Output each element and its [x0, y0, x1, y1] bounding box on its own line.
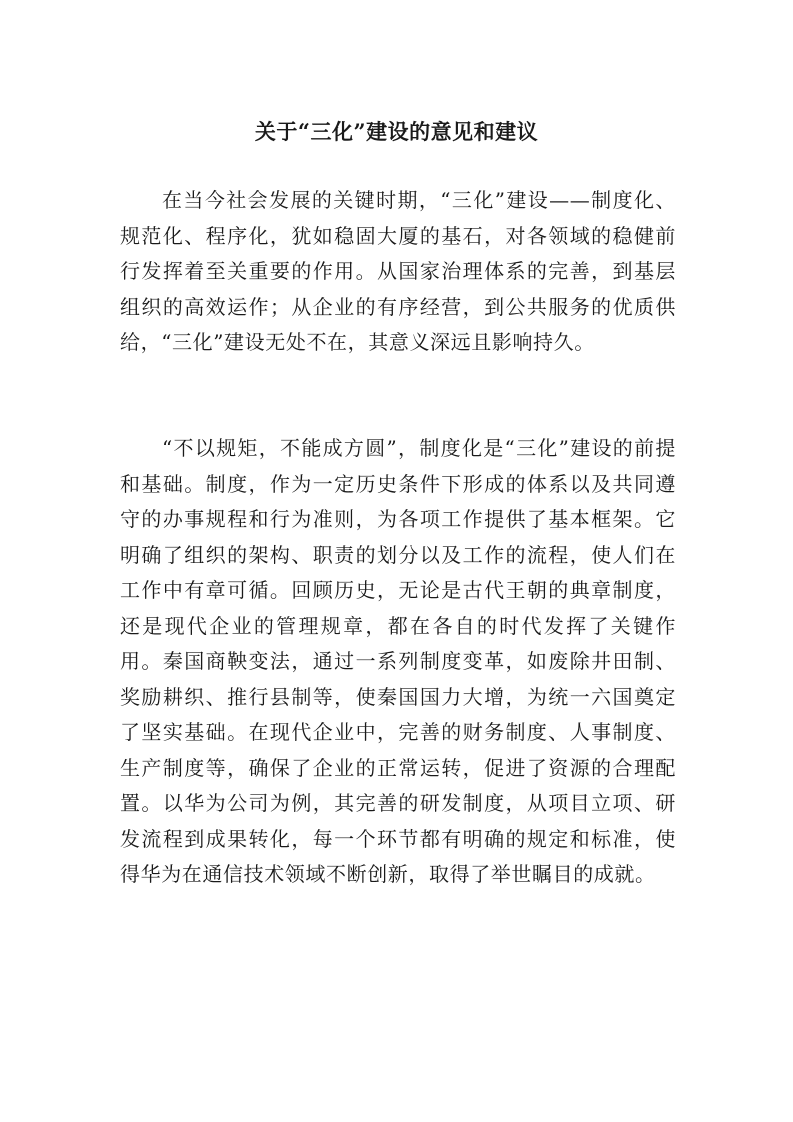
paragraph-2: “不以规矩，不能成方圆”，制度化是“三化”建设的前提和基础。制度，作为一定历史条件下形成的体系以及共同遵守的办事规程和行为准则，为各项工作提供了基本框架。它明确了组织的架构、职责的划分以及工作的流程，使人们在工作中有章可循。回顾历史，无论是古代王朝的典章制度，还是现代企业的管理规章，都在各自的时代发挥了关键作用。秦国商鞅变法，通过一系列制度变革，如废除井田制、奖励耕织、推行县制等，使秦国国力大增，为统一六国奠定了坚实基础。在现代企业中，完善的财务制度、人事制度、生产制度等，确保了企业的正常运转，促进了资源的合理配置。以华为公司为例，其完善的研发制度，从项目立项、研发流程到成果转化，每一个环节都有明确的规定和标准，使得华为在通信技术领域不断创新，取得了举世瞩目的成就。	[120, 436, 676, 886]
document-title: 关于“三化”建设的意见和建议	[254, 119, 539, 145]
paragraph-1: 在当今社会发展的关键时期，“三化”建设——制度化、规范化、程序化，犹如稳固大厦的基石，对各领域的稳健前行发挥着至关重要的作用。从国家治理体系的完善，到基层组织的高效运作；从企业的有序经营，到公共服务的优质供给，“三化”建设无处不在，其意义深远且影响持久。	[120, 188, 676, 354]
